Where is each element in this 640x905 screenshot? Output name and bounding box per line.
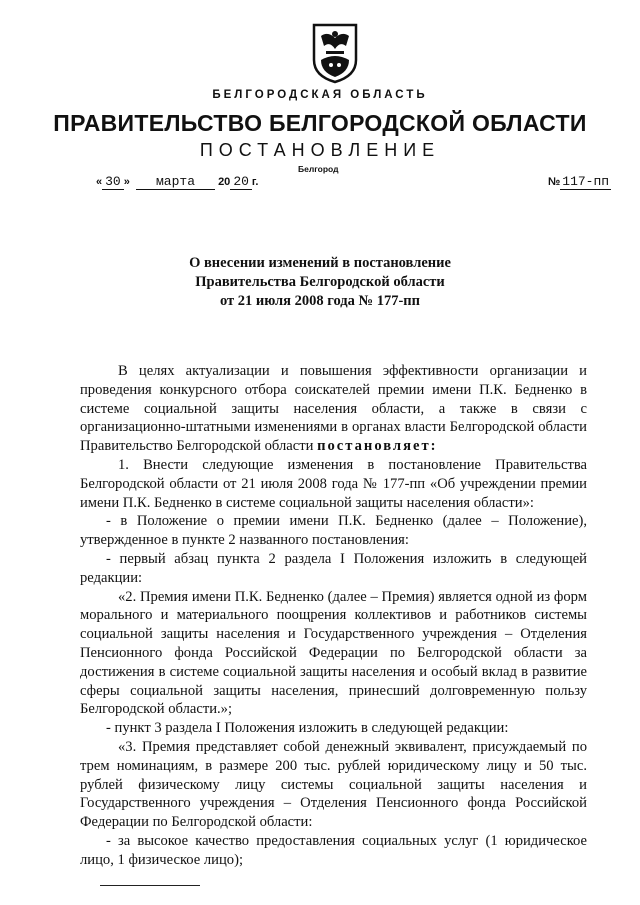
paragraph: 1. Внести следующие изменения в постановление Правительства Белгородской области от 21 июля 2008 года № 177-пп «Об учреждении премии имени П.К. Бедненко в системе социальной защиты населения области»:: [80, 456, 587, 511]
date-day: 30: [102, 174, 124, 190]
paragraph: - первый абзац пункта 2 раздела I Положения изложить в следующей редакции:: [80, 550, 587, 586]
document-date: « 30 » марта 20 20 г.: [96, 174, 259, 189]
document-body: [80, 362, 587, 870]
region-name: БЕЛГОРОДСКАЯ ОБЛАСТЬ: [212, 89, 428, 101]
government-name: ПРАВИТЕЛЬСТВО БЕЛГОРОДСКОЙ ОБЛАСТИ: [53, 110, 587, 136]
paragraph: - за высокое качество предоставления социальных услуг (1 юридическое лицо, 1 физическое лицо);: [80, 832, 587, 868]
document-number: № 117-пп: [548, 174, 610, 189]
document-type: ПОСТАНОВЛЕНИЕ: [199, 140, 441, 160]
paragraph: «3. Премия представляет собой денежный эквивалент, присуждаемый по трем номинациям, в размере 200 тыс. рублей юридическому лицу и 50 тыс. рублей физическому лицу системы социальной защиты населения и Государственного учреждения – Отделения Пенсионного фонда Российской Федерации по Белгородской области:: [80, 738, 587, 831]
coat-of-arms-icon: [311, 22, 359, 84]
paragraph: - в Положение о премии имени П.К. Бедненко (далее – Положение), утвержденное в пункте 2 названного постановления:: [80, 513, 587, 549]
footer-divider: [100, 885, 200, 886]
document-title: О внесении изменений в постановление Правительства Белгородской области от 21 июля 2008 года № 177-пп: [189, 255, 451, 309]
date-month: марта: [136, 174, 215, 190]
resolution-word: постановляет:: [317, 438, 438, 455]
city-name: Белгород: [298, 164, 339, 174]
paragraph: - пункт 3 раздела I Положения изложить в следующей редакции:: [106, 720, 509, 737]
number-value: 117-пп: [562, 174, 610, 189]
paragraph: «2. Премия имени П.К. Бедненко (далее – Премия) является одной из форм морального и материального поощрения коллективов и работников системы социальной защиты населения и Государственного учреждения – Отделения Пенсионного фонда Российской Федерации по Белгородской области за достижения в системе социальной защиты населения и особый вклад в развитие сферы социальной защиты населения, принесший долговременную пользу Белгородской области.»;: [80, 588, 587, 718]
date-year: 20: [230, 174, 252, 190]
paragraph: В целях актуализации и повышения эффективности организации и проведения конкурсного отбора соискателей премии имени П.К. Бедненко в системе социальной защиты населения области, а также в связи с организационно-штатными изменениями в органах власти Белгородской области Правительство Белгородской области постановляет:: [80, 363, 587, 455]
